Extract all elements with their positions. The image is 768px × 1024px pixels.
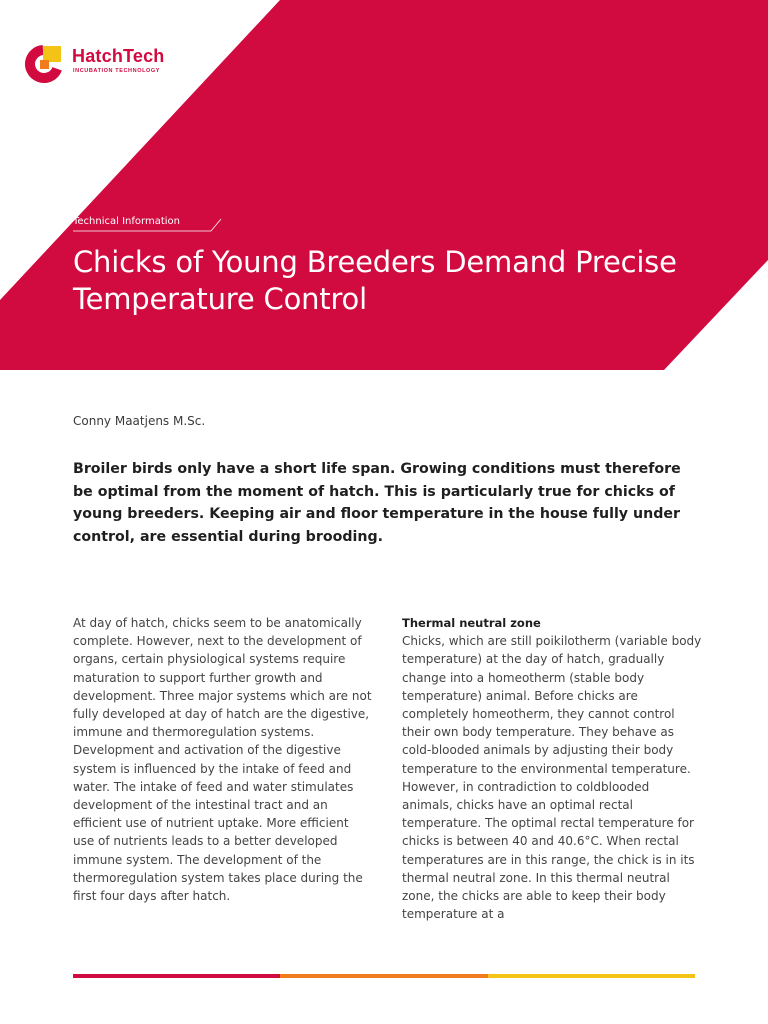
category-underline [73,216,223,236]
footer-bar-orange [280,974,487,978]
footer-bar-red [73,974,280,978]
brand-tagline: INCUBATION TECHNOLOGY [73,68,161,74]
body-right-column [402,614,702,923]
brand-name: HatchTech [72,46,165,66]
hatchtech-logo-icon [24,44,64,84]
footer-bar-yellow [488,974,695,978]
footer-color-bar [73,974,695,978]
section-heading: Thermal neutral zone [402,616,541,630]
author-name: Conny Maatjens M.Sc. [73,414,206,428]
section-paragraph: Chicks, which are still poikilotherm (variable body temperature) at the day of hatch, gradually change into a homeotherm (stable body temperature) animal. Before chicks are completely homeotherm, they cannot control their own body temperature. They behave as cold-blooded animals by adjusting their body temperature to the environmental temperature. However, in contradiction to coldblooded animals, chicks have an optimal rectal temperature. The optimal rectal temperature for chicks is between 40 and 40.6°C. When rectal temperatures are in this range, the chick is in its thermal neutral zone. In this thermal neutral zone, the chicks are able to keep their body temperature at a [402,634,702,922]
body-left-column: At day of hatch, chicks seem to be anatomically complete. However, next to the development of organs, certain physiological systems require maturation to support further growth and development. Three major systems which are not fully developed at day of hatch are the digestive, immune and thermoregulation systems. Development and activation of the digestive system is influenced by the intake of feed and water. The intake of feed and water stimulates development of the intestinal tract and an efficient use of nutrient uptake. More efficient use of nutrients leads to a better developed immune system. The development of the thermoregulation system takes place during the first four days after hatch. [73,616,372,904]
page-title: Chicks of Young Breeders Demand Precise Temperature Control [73,245,677,316]
category-label: Technical Information [73,216,180,227]
lead-paragraph: Broiler birds only have a short life span. Growing conditions must therefore be optimal from the moment of hatch. This is particularly true for chicks of young breeders. Keeping air and floor temperature in the house fully under control, are essential during brooding. [73,461,681,545]
